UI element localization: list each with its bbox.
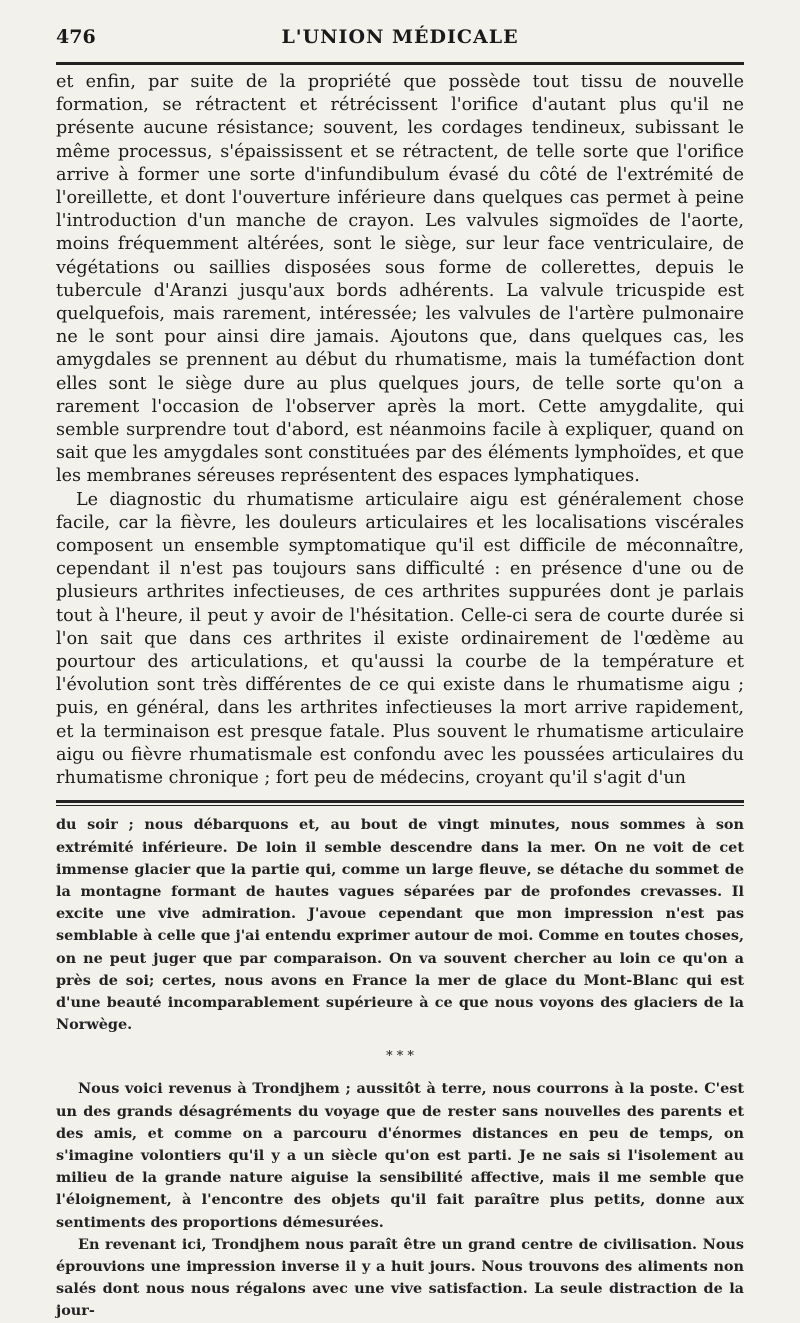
article-paragraph-1: et enfin, par suite de la propriété que possède tout tissu de nouvelle formation, se rétractent et rétrécissent l'orifice d'autant plus qu'il ne présente aucune résistance; souvent, les cordages tendineux, subissant le même processus, s'épaississent et se rétractent, de telle sorte que l'orifice arrive à former une sorte d'infundibulum évasé du côté de l'extrémité de l'oreillette, et dont l'ouverture inférieure dans quelques cas permet à peine l'introduction d'un manche de crayon. Les valvules sigmoïdes de l'aorte, moins fréquemment altérées, sont le siège, sur leur face ventriculaire, de végétations ou saillies disposées sous forme de collerettes, depuis le tubercule d'Aranzi jusqu'aux bords adhérents. La valvule tricuspide est quelquefois, mais rarement, intéressée; les valvules de l'artère pulmonaire ne le sont pour ainsi dire jamais. Ajoutons que, dans quelques cas, les amygdales se prennent au début du rhumatisme, mais la tuméfaction dont elles sont le siège dure au plus quelques jours, de telle sorte qu'on a rarement l'occasion de l'observer après la mort. Cette amygdalite, qui semble surprendre tout d'abord, est néanmoins facile à expliquer, quand on sait que les amygdales sont constituées par des éléments lymphoïdes, et que les membranes séreuses représentent des espaces lymphatiques.: [56, 72, 744, 487]
feuilleton-paragraph-2: Nous voici revenus à Trondjhem ; aussitôt à terre, nous courrons à la poste. C'est un des grands désagréments du voyage que de rester sans nouvelles des parents et des amis, et comme on a parcouru d'énormes distances en peu de temps, on s'imagine volontiers qu'il y a un siècle qu'on est parti. Je ne sais si l'isolement au milieu de la grande nature aiguise la sensibilité affective, mais il me semble que l'éloignement, à l'encontre des objets qu'il fait paraître plus petits, donne aux sentiments des proportions démesurées.: [56, 1080, 744, 1231]
page-header: [56, 22, 744, 52]
section-divider: [56, 800, 744, 806]
article-body: [56, 71, 744, 790]
asterism-separator: * * *: [386, 1049, 414, 1065]
feuilleton-section: [56, 814, 744, 1322]
running-title: L'UNION MÉDICALE: [281, 26, 519, 48]
page-number: 476: [56, 26, 96, 48]
article-paragraph-2: Le diagnostic du rhumatisme articulaire aigu est généralement chose facile, car la fièvre, les douleurs articulaires et les localisations viscérales composent un ensemble symptomatique qu'il est difficile de méconnaître, cependant il n'est pas toujours sans difficulté : en présence d'une ou de plusieurs arthrites infectieuses, de ces arthrites suppurées dont je parlais tout à l'heure, il peut y avoir de l'hésitation. Celle-ci sera de courte durée si l'on sait que dans ces arthrites il existe ordinairement de l'œdème au pourtour des articulations, et qu'aussi la courbe de la température et l'évolution sont très différentes de ce qui existe dans le rhumatisme aigu ; puis, en général, dans les arthrites infectieuses la mort arrive rapidement, et la terminaison est presque fatale. Plus souvent le rhumatisme articulaire aigu ou fièvre rhumatismale est confondu avec les poussées articulaires du rhumatisme chronique ; fort peu de médecins, croyant qu'il s'agit d'un: [56, 489, 744, 789]
feuilleton-paragraph-3: En revenant ici, Trondjhem nous paraît être un grand centre de civilisation. Nous éprouvions une impression inverse il y a huit jours. Nous trouvons des aliments non salés dont nous nous régalons avec une vive satisfaction. La seule distraction de la jour-: [56, 1235, 744, 1320]
feuilleton-paragraph-1: du soir ; nous débarquons et, au bout de vingt minutes, nous sommes à son extrémité inférieure. De loin il semble descendre dans la mer. On ne voit de cet immense glacier que la partie qui, comme un large fleuve, se détache du sommet de la montagne formant de hautes vagues séparées par de profondes crevasses. Il excite une vive admiration. J'avoue cependant que mon impression n'est pas semblable à celle que j'ai entendu exprimer autour de moi. Comme en toutes choses, on ne peut juger que par comparaison. On va souvent chercher au loin ce qu'on a près de soi; certes, nous avons en France la mer de glace du Mont-Blanc qui est d'une beauté incomparablement supérieure à ce que nous voyons des glaciers de la Norwège.: [56, 816, 744, 1034]
header-rule: [56, 62, 744, 65]
